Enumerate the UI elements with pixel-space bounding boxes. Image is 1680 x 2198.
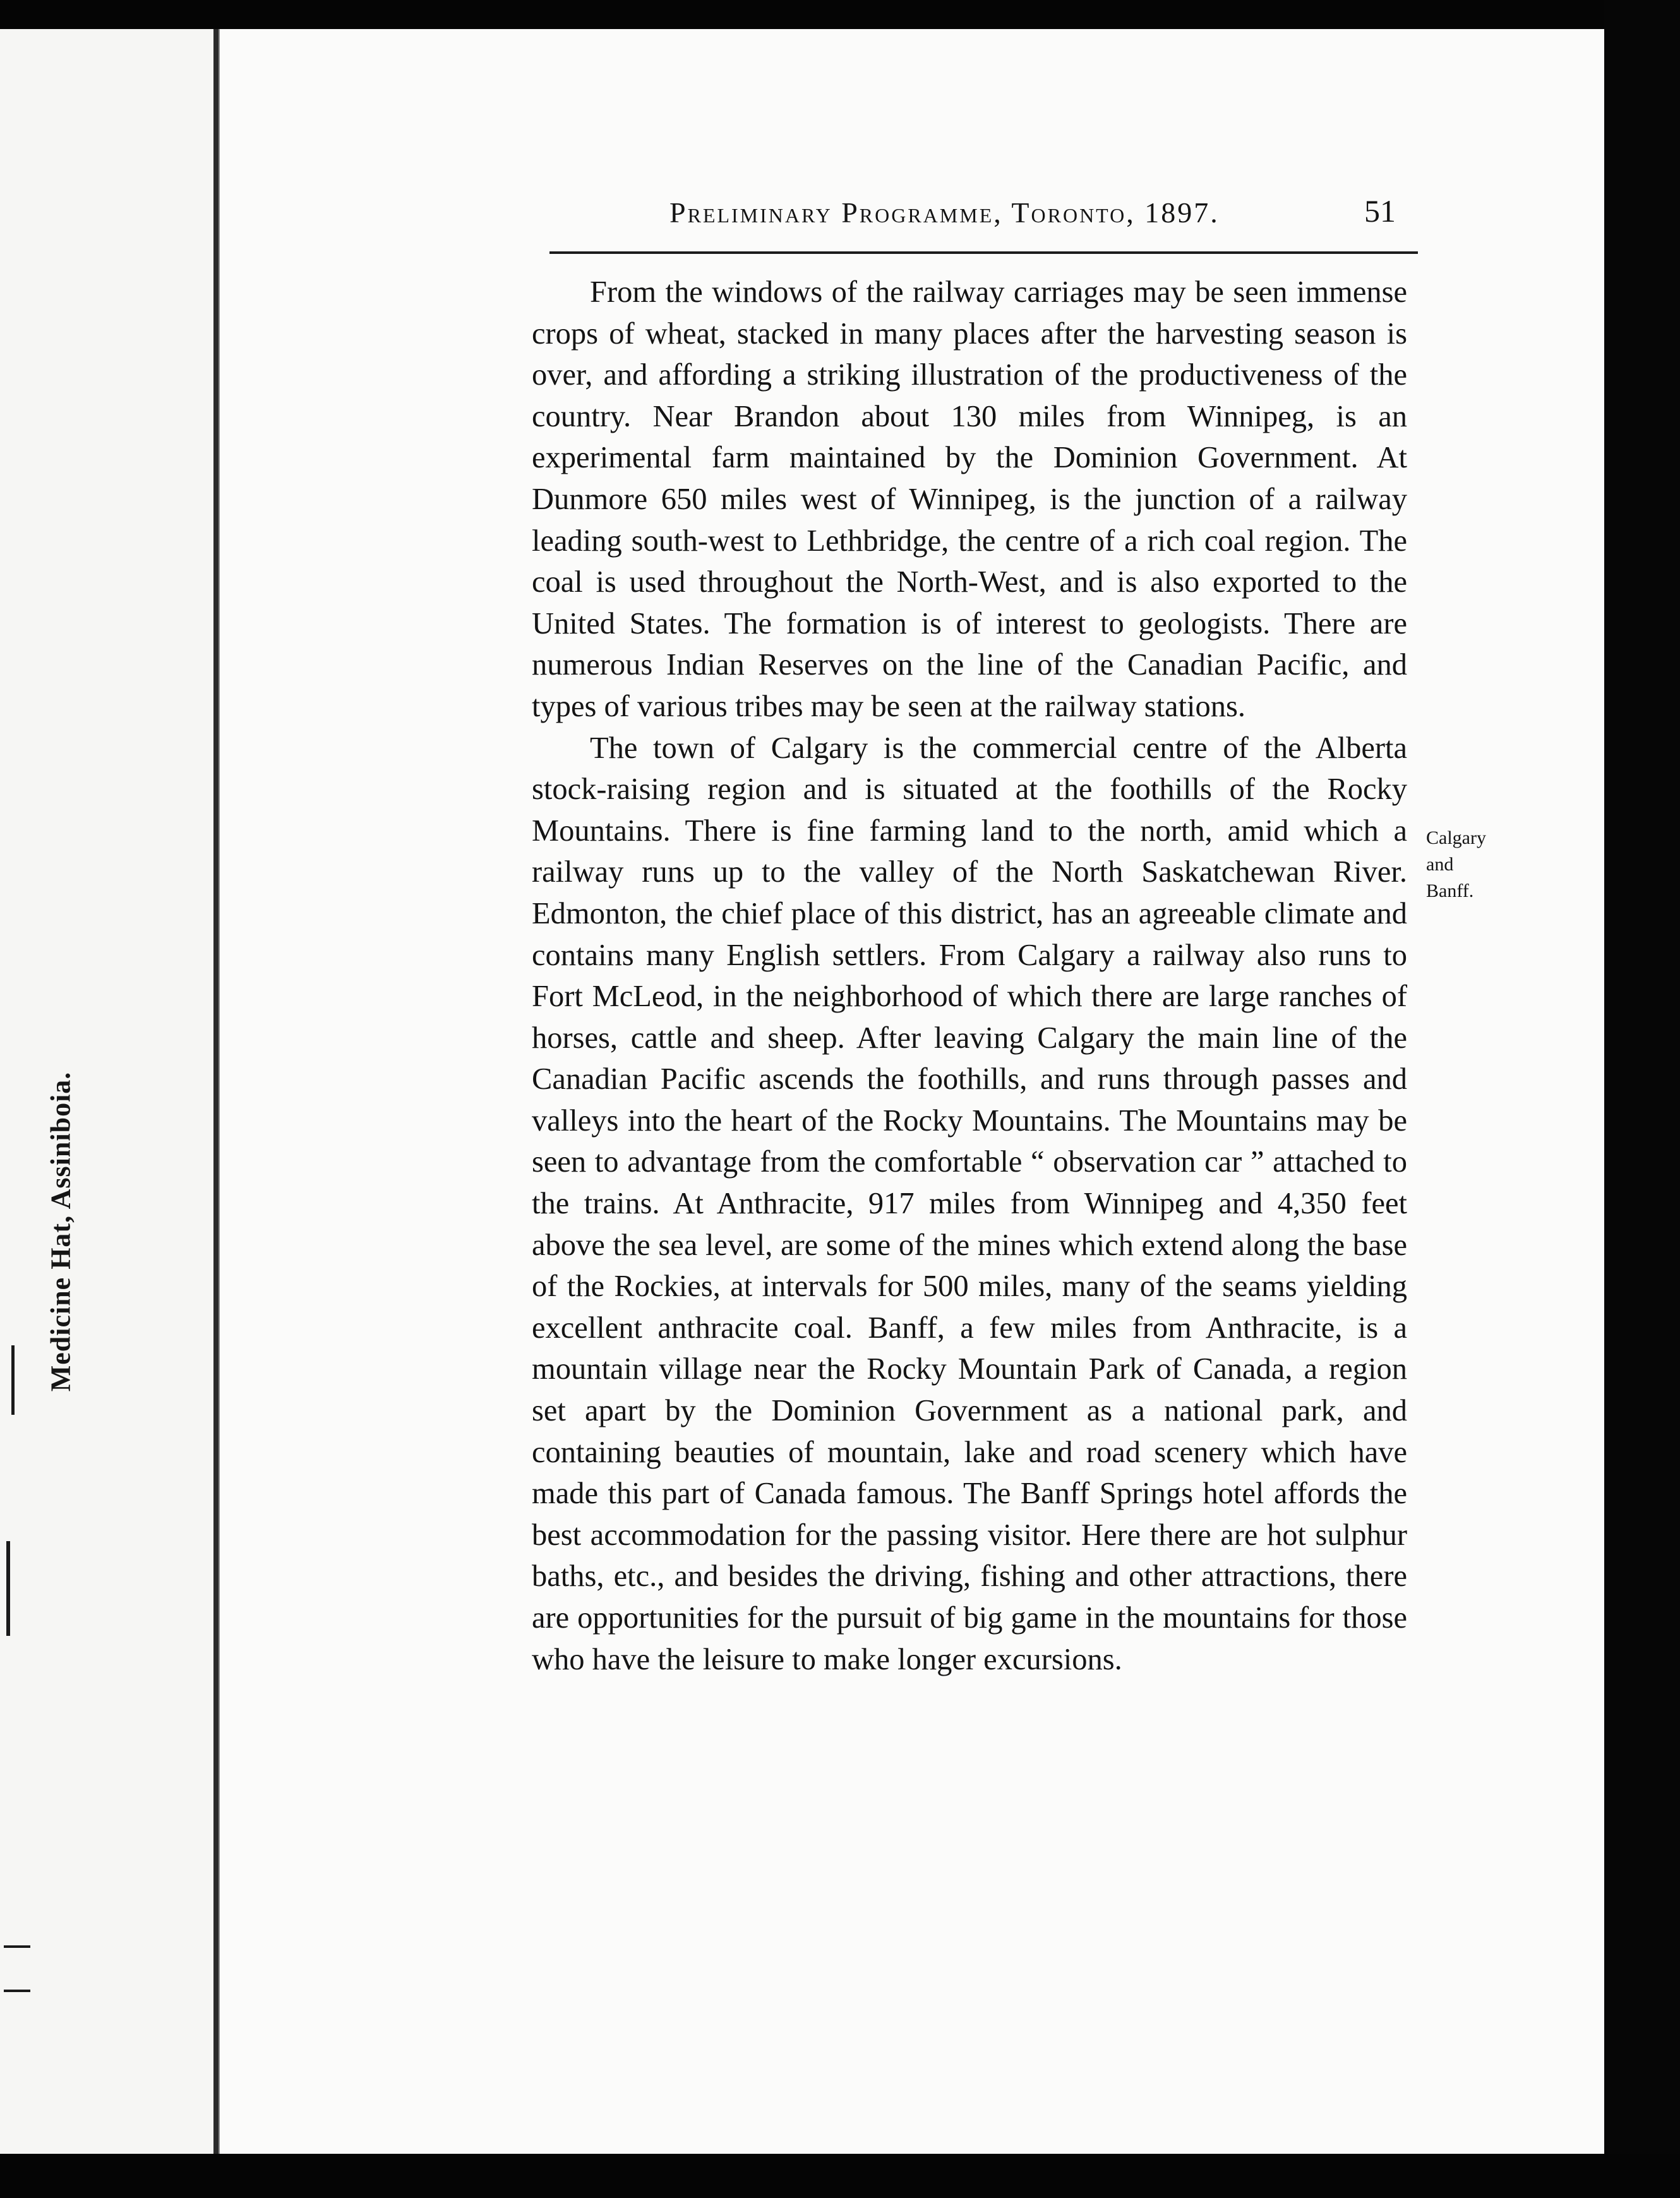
page-number: 51 [1364, 193, 1396, 229]
spine-caption: Medicine Hat, Assiniboia. [45, 1071, 76, 1392]
scan-border-bottom [0, 2154, 1680, 2198]
scan-border-top [0, 0, 1680, 29]
scan-border-right [1604, 0, 1680, 2198]
body-text [532, 272, 1407, 1680]
margin-note [1426, 825, 1521, 904]
book-gutter [213, 29, 219, 2154]
paragraph: The town of Calgary is the commercial centre of the Alberta stock-raising region and is situated at the foothills of the Rocky Mountains. There is fine farming land to the north, amid which a railway runs up to the valley of the North Saskatchewan River. Edmonton, the chief place of this district, has an agreeable climate and contains many English settlers. From Calgary a railway also runs to Fort McLeod, in the neighborhood of which there are large ranches of horses, cattle and sheep. After leaving Calgary the main line of the Canadian Pacific ascends the foothills, and runs through passes and valleys into the heart of the Rocky Mountains. The Mountains may be seen to advantage from the comfortable “ observation car ” attached to the trains. At Anthracite, 917 miles from Winnipeg and 4,350 feet above the sea level, are some of the mines which extend along the base of the Rockies, at intervals for 500 miles, many of the seams yielding excellent anthracite coal. Banff, a few miles from Anthracite, is a mountain village near the Rocky Mountain Park of Canada, a region set apart by the Dominion Government as a national park, and containing beauties of mountain, lake and road scenery which have made this part of Canada famous. The Banff Springs hotel affords the best accommodation for the passing visitor. Here there are hot sulphur baths, etc., and besides the driving, fishing and other attractions, there are opportunities for the pursuit of big game in the mountains for those who have the leisure to make longer excursions. [532, 731, 1407, 1676]
bleed-mark [11, 1345, 15, 1415]
header-rule [549, 251, 1418, 254]
margin-note-line: Calgary [1426, 827, 1486, 848]
bleed-mark [4, 1990, 30, 1992]
margin-note-line: and [1426, 854, 1454, 875]
facing-page-edge [0, 29, 220, 2154]
running-header: Preliminary Programme, Toronto, 1897. [669, 196, 1220, 229]
bleed-mark [4, 1945, 30, 1948]
margin-note-line: Banff. [1426, 880, 1474, 901]
paragraph: From the windows of the railway carriages may be seen immense crops of wheat, stacked in many places after the harvesting season is over, and affording a striking illustration of the productiveness of the country. Near Brandon about 130 miles from Winnipeg, is an experimental farm maintained by the Dominion Government. At Dunmore 650 miles west of Winnipeg, is the junction of a railway leading south-west to Lethbridge, the centre of a rich coal region. The coal is used throughout the North-West, and is also exported to the United States. The formation is of interest to geologists. There are numerous Indian Reserves on the line of the Canadian Pacific, and types of various tribes may be seen at the railway stations. [532, 275, 1407, 723]
bleed-mark [6, 1541, 10, 1636]
